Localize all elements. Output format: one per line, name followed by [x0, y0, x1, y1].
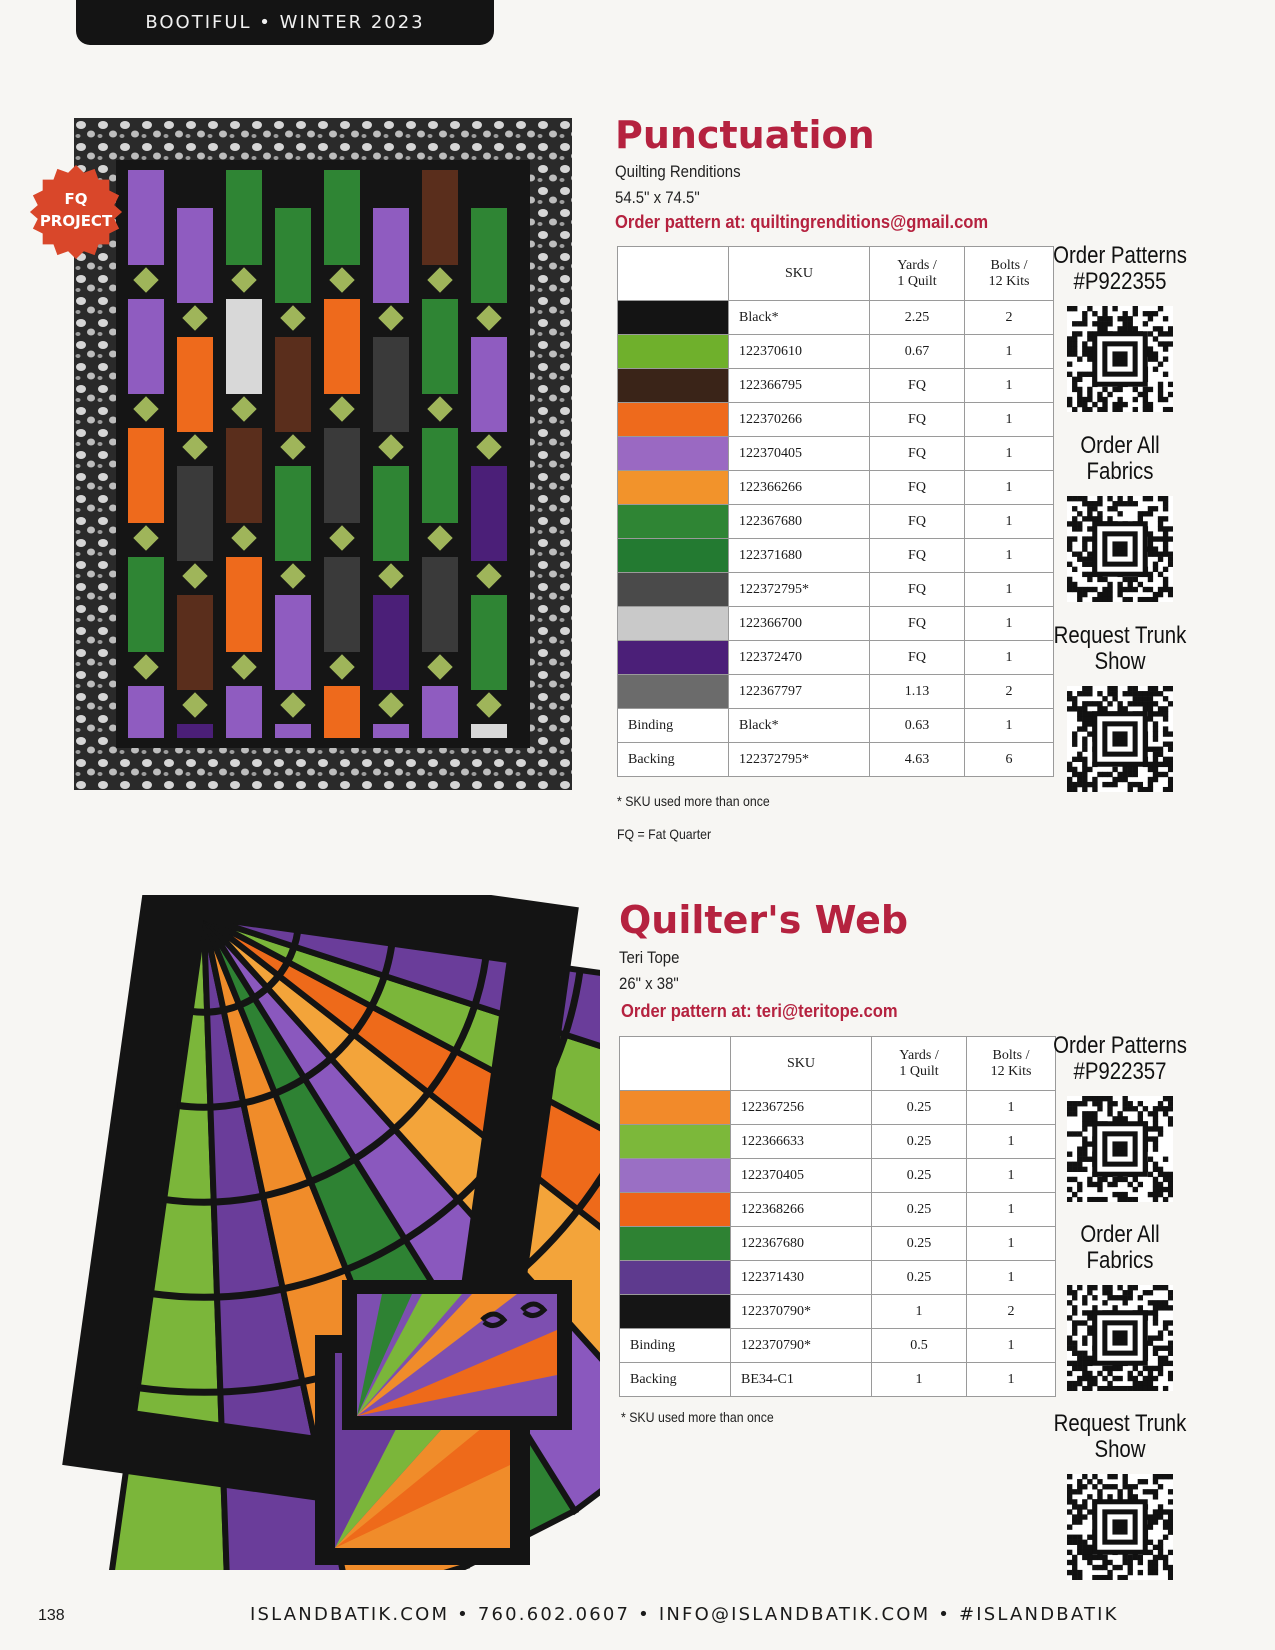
table-row — [618, 573, 1054, 607]
sku-cell: 122371680 — [729, 539, 870, 573]
table-row — [620, 1125, 1056, 1159]
bolts-cell: 1 — [965, 607, 1054, 641]
bolts-header-line-1: Bolts / — [992, 1047, 1030, 1063]
yards-cell: 1 — [872, 1363, 967, 1397]
order-patterns-qr-code[interactable] — [1067, 306, 1173, 412]
order-fabrics-line-1: Order All — [1080, 432, 1160, 459]
sku-cell: 122366700 — [729, 607, 870, 641]
order-patterns-line-2: #P922357 — [1073, 1058, 1167, 1085]
table-row — [618, 743, 1054, 777]
yards-cell: 0.25 — [872, 1159, 967, 1193]
pattern-designer: Teri Tope — [619, 948, 680, 967]
yards-cell: FQ — [870, 607, 965, 641]
fabric-swatch — [620, 1193, 731, 1227]
bolts-cell: 1 — [965, 335, 1054, 369]
table-row — [618, 403, 1054, 437]
yards-cell: FQ — [870, 403, 965, 437]
trunk-show-line-1: Request Trunk — [1053, 1410, 1187, 1437]
order-patterns-line-1: Order Patterns — [1053, 242, 1187, 269]
yards-column-header — [870, 247, 965, 301]
fabric-swatch — [618, 369, 729, 403]
trunk-show-line-2: Show — [1094, 648, 1146, 675]
bolts-cell: 1 — [967, 1363, 1056, 1397]
bolts-cell: 1 — [965, 539, 1054, 573]
order-patterns-label — [1048, 1033, 1193, 1085]
bolts-cell: 2 — [967, 1295, 1056, 1329]
fabric-swatch — [618, 641, 729, 675]
order-fabrics-line-1: Order All — [1080, 1221, 1160, 1248]
swatch-column-header — [620, 1037, 731, 1091]
table-row — [618, 505, 1054, 539]
fabric-swatch — [618, 505, 729, 539]
bolts-cell: 1 — [965, 641, 1054, 675]
table-row — [620, 1091, 1056, 1125]
yards-cell: 0.25 — [872, 1227, 967, 1261]
fabric-requirements-table — [617, 246, 1054, 777]
yards-cell: FQ — [870, 505, 965, 539]
yards-cell: FQ — [870, 573, 965, 607]
pattern-order-email[interactable]: Order pattern at: teri@teritope.com — [621, 1001, 898, 1021]
table-row — [618, 369, 1054, 403]
yards-cell: FQ — [870, 471, 965, 505]
bolts-header-line-1: Bolts / — [990, 257, 1028, 273]
badge-line-1: FQ — [64, 190, 88, 208]
bolts-cell: 1 — [965, 437, 1054, 471]
badge-line-2: PROJECT — [39, 212, 113, 230]
bolts-cell: 1 — [967, 1261, 1056, 1295]
sku-cell: BE34-C1 — [731, 1363, 872, 1397]
order-patterns-line-2: #P922355 — [1073, 268, 1167, 295]
fabric-swatch — [620, 1227, 731, 1261]
sku-cell: 122372795* — [729, 743, 870, 777]
bolts-cell: 1 — [967, 1125, 1056, 1159]
sku-column-header: SKU — [729, 247, 870, 301]
order-fabrics-label — [1048, 1222, 1193, 1274]
yards-cell: FQ — [870, 539, 965, 573]
sku-cell: 122371430 — [731, 1261, 872, 1295]
bolts-cell: 1 — [965, 709, 1054, 743]
sku-note: * SKU used more than once — [617, 793, 770, 809]
yards-cell: FQ — [870, 437, 965, 471]
table-row — [620, 1159, 1056, 1193]
bolts-cell: 2 — [965, 301, 1054, 335]
table-row — [618, 641, 1054, 675]
fabric-swatch — [618, 607, 729, 641]
request-trunk-show-qr-code[interactable] — [1067, 686, 1173, 792]
bolts-cell: 1 — [965, 471, 1054, 505]
yards-cell: 0.25 — [872, 1261, 967, 1295]
fabric-swatch — [618, 403, 729, 437]
fabric-swatch — [618, 675, 729, 709]
yards-cell: 0.63 — [870, 709, 965, 743]
punctuation-quilt-image — [74, 118, 572, 790]
sku-cell: 122367680 — [729, 505, 870, 539]
fabric-swatch — [620, 1125, 731, 1159]
trunk-show-line-2: Show — [1094, 1436, 1146, 1463]
sku-note: * SKU used more than once — [621, 1409, 774, 1425]
pattern-size: 26" x 38" — [619, 974, 679, 993]
table-header-row — [620, 1037, 1056, 1091]
sku-cell: 122367797 — [729, 675, 870, 709]
row-label: Backing — [620, 1363, 731, 1397]
sku-cell: 122370610 — [729, 335, 870, 369]
bolts-cell: 1 — [967, 1227, 1056, 1261]
sku-cell: 122370405 — [729, 437, 870, 471]
bolts-cell: 1 — [967, 1091, 1056, 1125]
sku-cell: 122366633 — [731, 1125, 872, 1159]
table-row — [618, 335, 1054, 369]
request-trunk-show-label — [1048, 1411, 1193, 1463]
table-row — [620, 1363, 1056, 1397]
sku-cell: 122372470 — [729, 641, 870, 675]
sku-cell: 122367256 — [731, 1091, 872, 1125]
row-label: Binding — [620, 1329, 731, 1363]
sku-cell: 122370790* — [731, 1329, 872, 1363]
pattern-size: 54.5" x 74.5" — [615, 188, 700, 207]
fabric-swatch — [618, 471, 729, 505]
bolts-header-line-2: 12 Kits — [988, 273, 1030, 289]
request-trunk-show-qr-code[interactable] — [1067, 1474, 1173, 1580]
table-row — [618, 607, 1054, 641]
table-row — [618, 301, 1054, 335]
fq-note: FQ = Fat Quarter — [617, 826, 712, 842]
sku-cell: 122370266 — [729, 403, 870, 437]
magazine-header-tab: BOOTIFUL • WINTER 2023 — [76, 0, 494, 45]
yards-header-line-2: 1 Quilt — [899, 1063, 939, 1079]
bolts-cell: 1 — [965, 573, 1054, 607]
yards-cell: 2.25 — [870, 301, 965, 335]
sku-cell: 122367680 — [731, 1227, 872, 1261]
order-fabrics-line-2: Fabrics — [1086, 458, 1154, 485]
yards-cell: 0.67 — [870, 335, 965, 369]
yards-cell: 0.5 — [872, 1329, 967, 1363]
row-label: Backing — [618, 743, 729, 777]
table-row — [620, 1295, 1056, 1329]
sku-column-header: SKU — [731, 1037, 872, 1091]
yards-cell: 1.13 — [870, 675, 965, 709]
quilters-web-quilt-image — [50, 895, 600, 1570]
sku-cell: 122366266 — [729, 471, 870, 505]
trunk-show-line-1: Request Trunk — [1053, 622, 1187, 649]
yards-cell: 1 — [872, 1295, 967, 1329]
table-row — [620, 1329, 1056, 1363]
yards-header-line-2: 1 Quilt — [897, 273, 937, 289]
sku-cell: 122368266 — [731, 1193, 872, 1227]
yards-cell: FQ — [870, 641, 965, 675]
bolts-cell: 1 — [965, 403, 1054, 437]
fabric-swatch — [620, 1159, 731, 1193]
sku-cell: 122370405 — [731, 1159, 872, 1193]
table-row — [618, 675, 1054, 709]
order-fabrics-label — [1048, 433, 1193, 485]
request-trunk-show-label — [1048, 623, 1193, 675]
yards-cell: 0.25 — [872, 1193, 967, 1227]
yards-header-line-1: Yards / — [899, 1047, 939, 1063]
yards-cell: 4.63 — [870, 743, 965, 777]
fabric-swatch — [620, 1261, 731, 1295]
swatch-column-header — [618, 247, 729, 301]
bolts-cell: 1 — [967, 1193, 1056, 1227]
table-row — [618, 437, 1054, 471]
fabric-swatch — [618, 437, 729, 471]
fabric-swatch — [620, 1091, 731, 1125]
bolts-column-header — [965, 247, 1054, 301]
table-row — [620, 1227, 1056, 1261]
bolts-cell: 1 — [967, 1329, 1056, 1363]
table-header-row — [618, 247, 1054, 301]
yards-cell: FQ — [870, 369, 965, 403]
order-patterns-label — [1048, 243, 1193, 295]
table-row — [618, 539, 1054, 573]
table-row — [618, 471, 1054, 505]
order-patterns-line-1: Order Patterns — [1053, 1032, 1187, 1059]
fabric-swatch — [618, 573, 729, 607]
pattern-title-punctuation: Punctuation — [615, 113, 875, 157]
bolts-cell: 1 — [965, 505, 1054, 539]
order-patterns-qr-code[interactable] — [1067, 1096, 1173, 1202]
bolts-cell: 2 — [965, 675, 1054, 709]
order-fabrics-line-2: Fabrics — [1086, 1247, 1154, 1274]
fabric-swatch — [618, 335, 729, 369]
bolts-column-header — [967, 1037, 1056, 1091]
fabric-swatch — [620, 1295, 731, 1329]
fabric-swatch — [618, 301, 729, 335]
table-row — [620, 1261, 1056, 1295]
fabric-requirements-table — [619, 1036, 1056, 1397]
yards-column-header — [872, 1037, 967, 1091]
footer-contact: ISLANDBATIK.COM • 760.602.0607 • INFO@ISLANDBATIK.COM • #ISLANDBATIK — [250, 1604, 1119, 1625]
sku-cell: 122372795* — [729, 573, 870, 607]
bolts-cell: 6 — [965, 743, 1054, 777]
table-row — [620, 1193, 1056, 1227]
table-row — [618, 709, 1054, 743]
row-label: Binding — [618, 709, 729, 743]
sku-cell: 122366795 — [729, 369, 870, 403]
pattern-title-quilters-web: Quilter's Web — [619, 898, 909, 942]
pattern-order-email[interactable]: Order pattern at: quiltingrenditions@gmail.com — [615, 212, 989, 232]
bolts-cell: 1 — [967, 1159, 1056, 1193]
order-fabrics-qr-code[interactable] — [1067, 1285, 1173, 1391]
bolts-cell: 1 — [965, 369, 1054, 403]
page-number: 138 — [38, 1607, 65, 1624]
sku-cell: 122370790* — [731, 1295, 872, 1329]
order-fabrics-qr-code[interactable] — [1067, 496, 1173, 602]
sku-cell: Black* — [729, 709, 870, 743]
bolts-header-line-2: 12 Kits — [990, 1063, 1032, 1079]
pattern-designer: Quilting Renditions — [615, 162, 741, 181]
yards-header-line-1: Yards / — [897, 257, 937, 273]
yards-cell: 0.25 — [872, 1091, 967, 1125]
yards-cell: 0.25 — [872, 1125, 967, 1159]
fabric-swatch — [618, 539, 729, 573]
fq-project-badge-text — [27, 188, 125, 232]
sku-cell: Black* — [729, 301, 870, 335]
